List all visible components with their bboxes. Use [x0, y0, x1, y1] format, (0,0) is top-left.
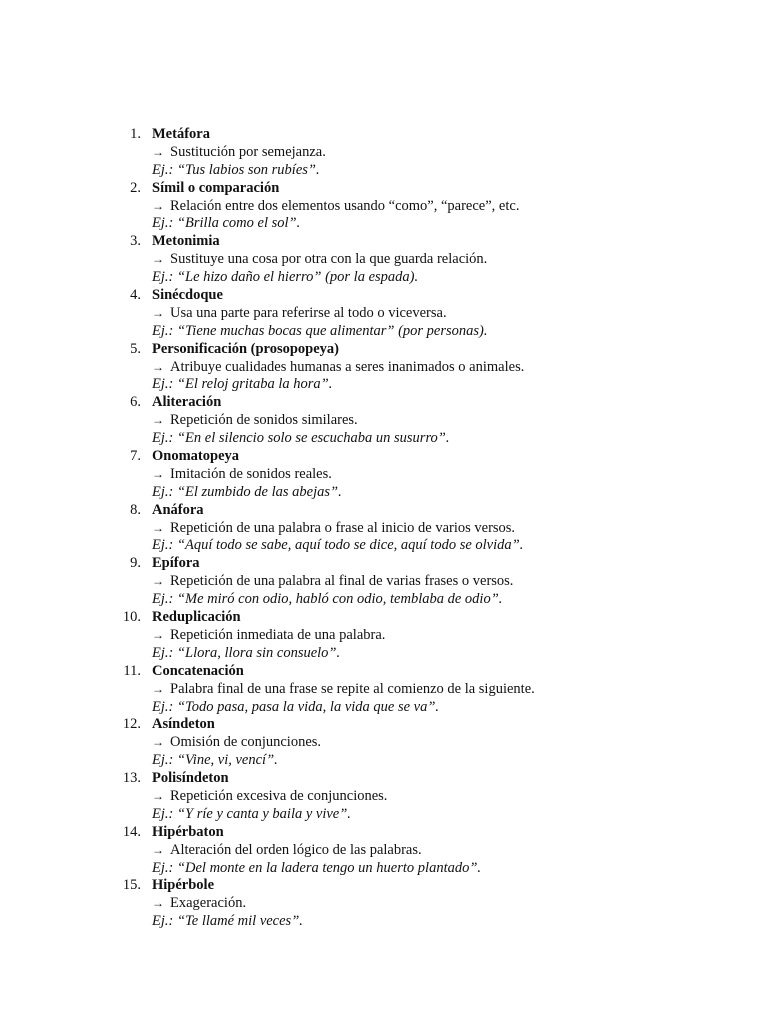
figure-definition-line — [152, 144, 768, 162]
right-arrow-icon: → — [152, 520, 164, 535]
list-item — [0, 180, 768, 234]
figure-term: Hipérbole — [152, 877, 215, 894]
list-item — [0, 877, 768, 931]
figure-definition: Repetición excesiva de conjunciones. — [170, 787, 388, 804]
list-item — [0, 126, 768, 180]
figure-term: Personificación (prosopopeya) — [152, 340, 340, 357]
figure-example: Ej.: “Tiene muchas bocas que alimentar” (por personas). — [152, 322, 488, 339]
figure-definition-line — [152, 251, 768, 269]
figure-definition-line — [152, 681, 768, 699]
figure-definition: Alteración del orden lógico de las palabras. — [170, 841, 422, 858]
item-number: 5. — [130, 340, 141, 357]
document-page — [0, 126, 768, 931]
figure-definition: Sustituye una cosa por otra con la que guarda relación. — [170, 251, 488, 268]
figure-example: Ej.: “Le hizo daño el hierro” (por la espada). — [152, 269, 419, 286]
figure-example: Ej.: “Tus labios son rubíes”. — [152, 161, 320, 178]
figure-definition-line — [152, 198, 768, 216]
figure-definition: Relación entre dos elementos usando “como”, “parece”, etc. — [170, 197, 520, 214]
right-arrow-icon: → — [152, 466, 164, 481]
right-arrow-icon: → — [152, 305, 164, 320]
right-arrow-icon: → — [152, 252, 164, 267]
figure-definition: Palabra final de una frase se repite al comienzo de la siguiente. — [170, 680, 535, 697]
figure-example: Ej.: “Llora, llora sin consuelo”. — [152, 644, 341, 661]
figure-term: Metáfora — [152, 126, 210, 142]
item-number: 8. — [130, 501, 141, 518]
figure-definition: Imitación de sonidos reales. — [170, 465, 332, 482]
list-item — [0, 824, 768, 878]
list-item — [0, 609, 768, 663]
figure-definition-line — [152, 627, 768, 645]
figure-definition-line — [152, 520, 768, 538]
figure-term: Concatenación — [152, 662, 244, 679]
figure-definition: Omisión de conjunciones. — [170, 734, 322, 751]
right-arrow-icon: → — [152, 413, 164, 428]
figure-term: Polisíndeton — [152, 770, 229, 787]
figure-term: Onomatopeya — [152, 448, 239, 465]
right-arrow-icon: → — [152, 896, 164, 911]
figure-term: Símil o comparación — [152, 179, 280, 196]
right-arrow-icon: → — [152, 788, 164, 803]
figure-definition-line — [152, 359, 768, 377]
rhetorical-figures-list — [0, 126, 768, 931]
figure-example: Ej.: “Me miró con odio, habló con odio, temblaba de odio”. — [152, 591, 503, 608]
figure-example: Ej.: “Te llamé mil veces”. — [152, 913, 303, 930]
figure-example: Ej.: “Del monte en la ladera tengo un huerto plantado”. — [152, 859, 482, 876]
figure-definition-line — [152, 895, 768, 913]
list-item — [0, 287, 768, 341]
figure-definition-line — [152, 573, 768, 591]
figure-term: Asíndeton — [152, 716, 215, 733]
right-arrow-icon: → — [152, 735, 164, 750]
figure-term: Metonimia — [152, 233, 220, 250]
list-item — [0, 502, 768, 556]
figure-definition-line — [152, 788, 768, 806]
item-number: 13. — [122, 770, 141, 787]
item-number: 10. — [122, 609, 141, 626]
right-arrow-icon: → — [152, 681, 164, 696]
item-number: 15. — [122, 877, 141, 894]
item-number: 11. — [123, 662, 141, 679]
list-item — [0, 394, 768, 448]
right-arrow-icon: → — [152, 627, 164, 642]
right-arrow-icon: → — [152, 359, 164, 374]
figure-term: Epífora — [152, 555, 200, 572]
list-item — [0, 663, 768, 717]
figure-term: Hipérbaton — [152, 823, 224, 840]
figure-definition: Repetición de una palabra al final de varias frases o versos. — [170, 573, 514, 590]
figure-example: Ej.: “Todo pasa, pasa la vida, la vida que se va”. — [152, 698, 440, 715]
figure-definition-line — [152, 305, 768, 323]
item-number: 9. — [130, 555, 141, 572]
figure-definition-line — [152, 466, 768, 484]
right-arrow-icon: → — [152, 842, 164, 857]
figure-example: Ej.: “El zumbido de las abejas”. — [152, 483, 342, 500]
figure-term: Sinécdoque — [152, 287, 223, 304]
figure-example: Ej.: “En el silencio solo se escuchaba un susurro”. — [152, 430, 450, 447]
figure-definition: Repetición de sonidos similares. — [170, 412, 358, 429]
figure-term: Aliteración — [152, 394, 222, 411]
item-number: 14. — [122, 823, 141, 840]
item-number: 2. — [130, 179, 141, 196]
figure-definition: Usa una parte para referirse al todo o viceversa. — [170, 304, 447, 321]
figure-example: Ej.: “Vine, vi, vencí”. — [152, 752, 278, 769]
list-item — [0, 448, 768, 502]
figure-definition: Exageración. — [170, 895, 247, 912]
figure-example: Ej.: “Y ríe y canta y baila y vive”. — [152, 805, 351, 822]
list-item — [0, 341, 768, 395]
list-item — [0, 716, 768, 770]
item-number: 3. — [130, 233, 141, 250]
figure-example: Ej.: “El reloj gritaba la hora”. — [152, 376, 333, 393]
list-item — [0, 770, 768, 824]
item-number: 6. — [130, 394, 141, 411]
figure-example: Ej.: “Aquí todo se sabe, aquí todo se dice, aquí todo se olvida”. — [152, 537, 524, 554]
list-item — [0, 555, 768, 609]
figure-definition: Atribuye cualidades humanas a seres inanimados o animales. — [170, 358, 525, 375]
figure-term: Anáfora — [152, 501, 204, 518]
list-item — [0, 233, 768, 287]
item-number: 4. — [130, 287, 141, 304]
figure-definition-line — [152, 842, 768, 860]
figure-example: Ej.: “Brilla como el sol”. — [152, 215, 301, 232]
right-arrow-icon: → — [152, 198, 164, 213]
figure-definition-line — [152, 412, 768, 430]
right-arrow-icon: → — [152, 144, 164, 159]
right-arrow-icon: → — [152, 574, 164, 589]
item-number: 1. — [130, 126, 141, 142]
figure-definition: Repetición inmediata de una palabra. — [170, 626, 386, 643]
item-number: 7. — [130, 448, 141, 465]
figure-term: Reduplicación — [152, 609, 241, 626]
item-number: 12. — [122, 716, 141, 733]
figure-definition: Repetición de una palabra o frase al inicio de varios versos. — [170, 519, 516, 536]
figure-definition: Sustitución por semejanza. — [170, 143, 326, 160]
figure-definition-line — [152, 734, 768, 752]
